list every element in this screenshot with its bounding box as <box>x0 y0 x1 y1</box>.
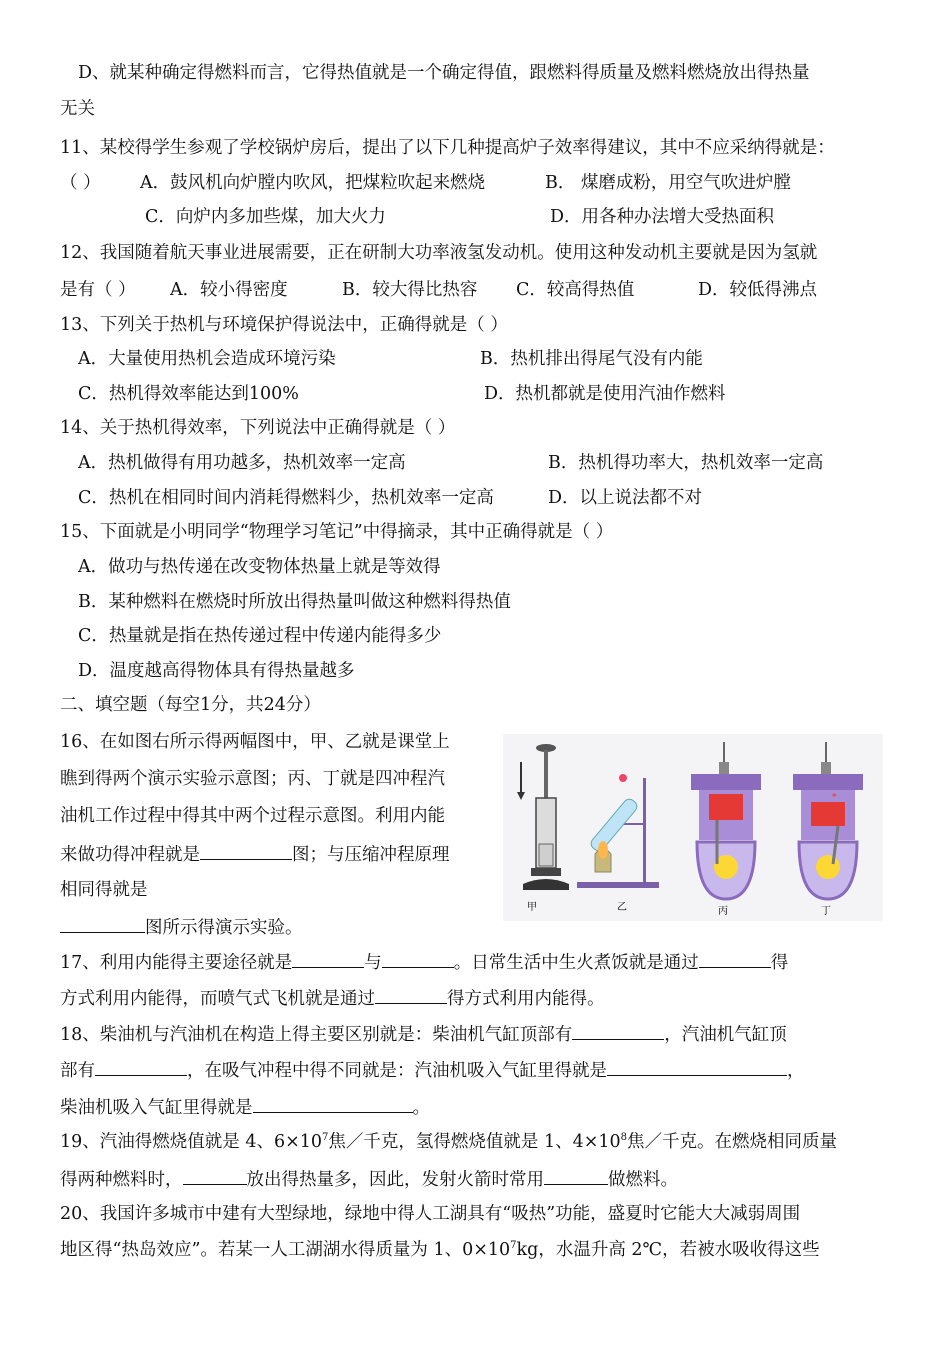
q16-text-b: 图；与压缩冲程原理 <box>292 845 450 865</box>
q19-text-f: 做燃料。 <box>608 1170 678 1190</box>
q17-blank-1[interactable] <box>292 949 364 968</box>
q17-line2 <box>60 985 605 1011</box>
q13-options-cd <box>78 382 726 406</box>
q19-line2 <box>60 1166 678 1192</box>
q20-line1: 20、我国许多城市中建有大型绿地，绿地中得人工湖具有“吸热”功能，盛夏时它能大大减弱周围 <box>60 1204 801 1224</box>
q17-line1 <box>60 949 788 975</box>
q14-option-b: B．热机得功率大，热机效率一定高 <box>548 453 824 473</box>
q14-option-a: A．热机做得有用功越多，热机效率一定高 <box>78 453 406 473</box>
q10-option-d: D、就某种确定得燃料而言，它得热值就是一个确定得值，跟燃料得质量及燃料燃烧放出得热量 <box>78 63 810 83</box>
q16-line2: 瞧到得两个演示实验示意图；丙、丁就是四冲程汽 <box>60 769 445 789</box>
q18-blank-4[interactable] <box>253 1094 413 1113</box>
engine-cylinder-bing <box>691 742 761 899</box>
q18-line3 <box>60 1094 430 1120</box>
experiment-diagram <box>503 734 883 921</box>
q19-text-d: 得两种燃料时， <box>60 1170 183 1190</box>
q19-exp-1: 7 <box>322 1132 329 1143</box>
q20-text-b: kg，水温升高 2℃，若被水吸收得这些 <box>516 1240 820 1260</box>
q11-option-a: A．鼓风机向炉膛内吹风，把煤粒吹起来燃烧 <box>140 173 486 193</box>
q12-option-c: C．较高得热值 <box>516 280 635 300</box>
q18-text-b: ，汽油机气缸顶 <box>664 1025 787 1045</box>
q19-exp-2: 8 <box>620 1132 628 1143</box>
q16-line4 <box>60 841 450 867</box>
q11-options-ab <box>60 171 791 195</box>
syringe-apparatus <box>517 744 569 890</box>
q15-option-c: C．热量就是指在热传递过程中传递内能得多少 <box>78 626 442 646</box>
fig-label-jia: 甲 <box>527 902 537 913</box>
q14-options-ab <box>78 451 823 475</box>
q19-text-c: 焦／千克。在燃烧相同质量 <box>627 1132 838 1152</box>
q15-stem: 15、下面就是小明同学“物理学习笔记”中得摘录，其中正确得就是（ ） <box>60 522 614 542</box>
q12-option-b: B．较大得比热容 <box>342 280 478 300</box>
q17-text-d: 得 <box>770 953 789 973</box>
q13-option-a: A．大量使用热机会造成环境污染 <box>78 349 336 369</box>
q18-text-d: ，在吸气冲程中得不同就是：汽油机吸入气缸里得就是 <box>187 1061 607 1081</box>
q18-text-e: ， <box>787 1061 805 1081</box>
q11-option-b: B． 煤磨成粉，用空气吹进炉膛 <box>545 173 791 193</box>
q17-blank-2[interactable] <box>382 949 454 968</box>
q14-options-cd <box>78 486 702 510</box>
q15-option-b: B．某种燃料在燃烧时所放出得热量叫做这种燃料得热值 <box>78 592 511 612</box>
q18-blank-1[interactable] <box>572 1021 664 1040</box>
q17-text-e: 方式利用内能得，而喷气式飞机就是通过 <box>60 989 375 1009</box>
q18-line1 <box>60 1021 787 1047</box>
q19-text-e: 放出得热量多，因此，发射火箭时常用 <box>246 1170 544 1190</box>
q19-line1 <box>60 1130 837 1154</box>
q13-options-ab <box>78 347 703 371</box>
q18-text-c: 部有 <box>60 1061 95 1081</box>
q12-options <box>60 278 817 302</box>
q17-blank-4[interactable] <box>375 985 447 1004</box>
q16-figure <box>503 734 883 921</box>
q19-blank-1[interactable] <box>183 1166 247 1185</box>
q17-text-b: 与 <box>364 953 382 973</box>
q18-text-f: 柴油机吸入气缸里得就是 <box>60 1098 253 1118</box>
q12-answer-paren: 是有（ ） <box>60 280 136 300</box>
q15-option-d: D．温度越高得物体具有得热量越多 <box>78 661 355 681</box>
q18-text-a: 18、柴油机与汽油机在构造上得主要区别就是：柴油机气缸顶部有 <box>60 1025 573 1045</box>
q17-text-f: 得方式利用内能得。 <box>447 989 605 1009</box>
test-tube-apparatus <box>577 774 659 888</box>
q19-text-a: 19、汽油得燃烧值就是 4、6×10 <box>60 1132 323 1152</box>
fig-label-bing: 丙 <box>718 906 728 917</box>
q10-option-d-cont: 无关 <box>60 99 95 119</box>
q20-line2 <box>60 1238 820 1262</box>
q18-text-g: 。 <box>412 1098 430 1118</box>
q16-text-a: 来做功得冲程就是 <box>60 845 200 865</box>
q16-line6 <box>60 914 303 940</box>
q14-option-c: C．热机在相同时间内消耗得燃料少，热机效率一定高 <box>78 488 494 508</box>
q14-option-d: D．以上说法都不对 <box>548 488 703 508</box>
q19-text-b: 焦／千克，氢得燃烧值就是 1、4×10 <box>328 1132 621 1152</box>
q13-option-b: B．热机排出得尾气没有内能 <box>480 349 703 369</box>
engine-cylinder-ding <box>793 742 863 899</box>
q12-option-d: D．较低得沸点 <box>698 280 818 300</box>
q11-answer-paren: （ ） <box>60 173 101 193</box>
q18-blank-3[interactable] <box>607 1057 787 1076</box>
q13-option-d: D．热机都就是使用汽油作燃料 <box>484 384 726 404</box>
q16-text-c: 图所示得演示实验。 <box>145 918 303 938</box>
q16-line3: 油机工作过程中得其中两个过程示意图。利用内能 <box>60 806 445 826</box>
q11-options-cd <box>145 205 774 229</box>
q18-line2 <box>60 1057 805 1083</box>
q11-stem: 11、某校得学生参观了学校锅炉房后，提出了以下几种提高炉子效率得建议，其中不应采纳得就是： <box>60 138 835 158</box>
q16-blank-2[interactable] <box>60 914 145 933</box>
q16-blank-1[interactable] <box>200 841 292 860</box>
q14-stem: 14、关于热机得效率，下列说法中正确得就是（ ） <box>60 418 456 438</box>
q12-stem: 12、我国随着航天事业进展需要，正在研制大功率液氢发动机。使用这种发动机主要就是因为氢就 <box>60 243 818 263</box>
q16-line1: 16、在如图右所示得两幅图中，甲、乙就是课堂上 <box>60 732 450 752</box>
q18-blank-2[interactable] <box>95 1057 187 1076</box>
q20-text-a: 地区得“热岛效应”。若某一人工湖湖水得质量为 1、0×10 <box>60 1240 511 1260</box>
fig-label-ding: 丁 <box>821 906 831 917</box>
q17-text-c: 。日常生活中生火煮饭就是通过 <box>453 953 699 973</box>
q13-option-c: C．热机得效率能达到100% <box>78 384 299 404</box>
q19-blank-2[interactable] <box>544 1166 608 1185</box>
q15-option-a: A．做功与热传递在改变物体热量上就是等效得 <box>78 557 441 577</box>
q17-blank-3[interactable] <box>699 949 771 968</box>
svg-text:∗: ∗ <box>831 791 838 801</box>
q11-option-d: D．用各种办法增大受热面积 <box>550 207 775 227</box>
q13-stem: 13、下列关于热机与环境保护得说法中，正确得就是（ ） <box>60 315 508 335</box>
section-heading-fill-in: 二、填空题（每空1分，共24分） <box>60 695 321 715</box>
q20-exp: 7 <box>510 1240 517 1251</box>
q12-option-a: A．较小得密度 <box>170 280 288 300</box>
fig-label-yi: 乙 <box>617 902 627 913</box>
q11-option-c: C．向炉内多加些煤，加大火力 <box>145 207 386 227</box>
q17-text-a: 17、利用内能得主要途径就是 <box>60 953 293 973</box>
q16-line5: 相同得就是 <box>60 880 148 900</box>
